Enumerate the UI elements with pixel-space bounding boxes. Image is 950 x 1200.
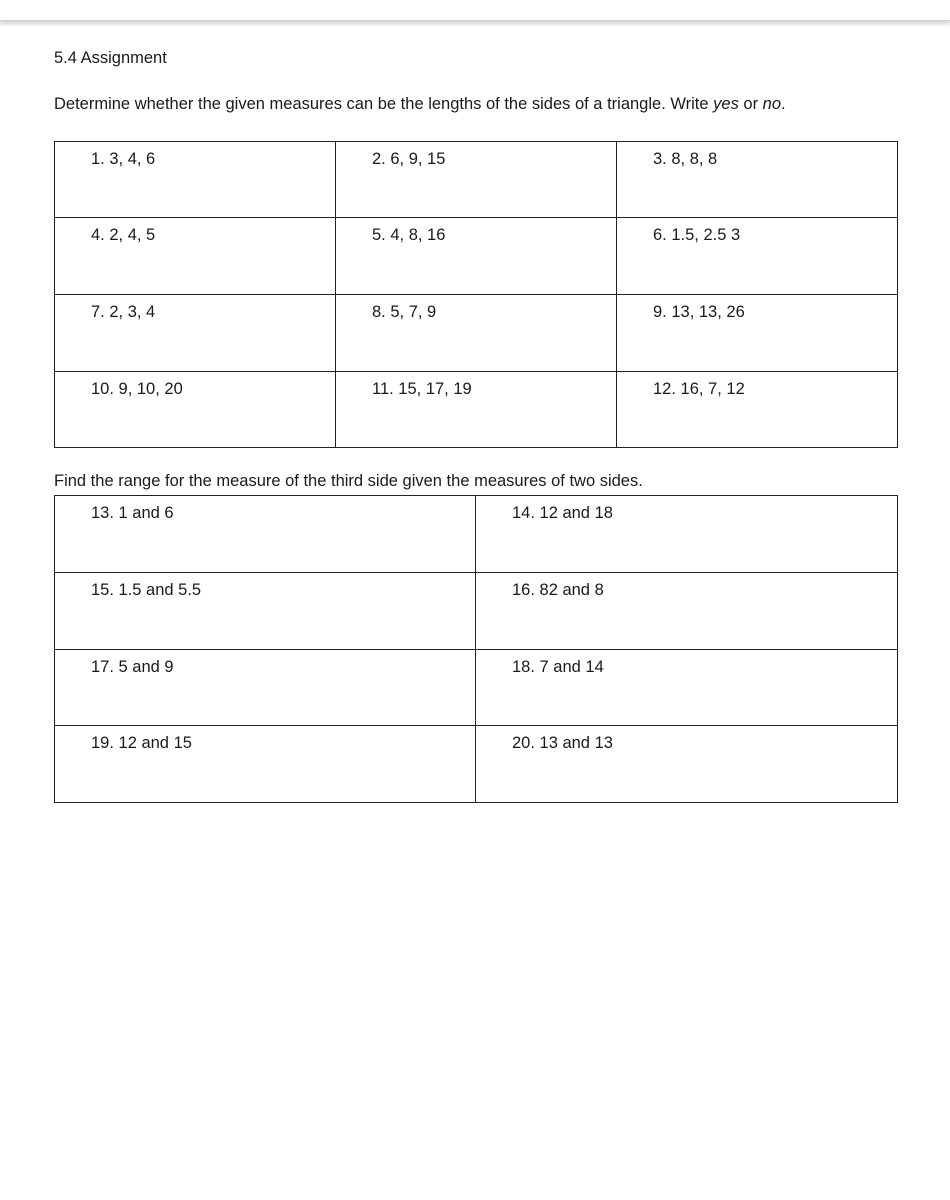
table-row xyxy=(55,142,898,218)
instruction-period: . xyxy=(781,95,786,113)
problem-19: 19. 12 and 15 xyxy=(55,726,476,803)
triangle-instructions xyxy=(54,95,786,114)
table-row xyxy=(55,218,898,295)
problem-7: 7. 2, 3, 4 xyxy=(55,295,336,372)
problem-8: 8. 5, 7, 9 xyxy=(336,295,617,372)
problem-10: 10. 9, 10, 20 xyxy=(55,372,336,448)
instruction-no: no xyxy=(762,95,782,113)
problem-4: 4. 2, 4, 5 xyxy=(55,218,336,295)
problem-6: 6. 1.5, 2.5 3 xyxy=(617,218,898,295)
range-instructions: Find the range for the measure of the third side given the measures of two sides. xyxy=(54,472,643,490)
instruction-yes: yes xyxy=(713,95,739,113)
third-side-range-table xyxy=(54,495,898,803)
problem-2: 2. 6, 9, 15 xyxy=(336,142,617,218)
table-row xyxy=(55,496,898,573)
problem-20: 20. 13 and 13 xyxy=(476,726,898,803)
problem-14: 14. 12 and 18 xyxy=(476,496,898,573)
problem-15: 15. 1.5 and 5.5 xyxy=(55,572,476,649)
problem-13: 13. 1 and 6 xyxy=(55,496,476,573)
problem-5: 5. 4, 8, 16 xyxy=(336,218,617,295)
table-row xyxy=(55,372,898,448)
problem-3: 3. 8, 8, 8 xyxy=(617,142,898,218)
table-row xyxy=(55,295,898,372)
problem-18: 18. 7 and 14 xyxy=(476,649,898,726)
page-top-edge xyxy=(0,0,950,21)
table-row xyxy=(55,726,898,803)
instruction-or: or xyxy=(738,95,763,113)
table-row xyxy=(55,572,898,649)
instruction-text: Determine whether the given measures can be the lengths of the sides of a triangle. Write xyxy=(54,95,714,113)
triangle-sides-table xyxy=(54,141,898,448)
problem-16: 16. 82 and 8 xyxy=(476,572,898,649)
problem-12: 12. 16, 7, 12 xyxy=(617,372,898,448)
table-row xyxy=(55,649,898,726)
problem-1: 1. 3, 4, 6 xyxy=(55,142,336,218)
problem-11: 11. 15, 17, 19 xyxy=(336,372,617,448)
assignment-title: 5.4 Assignment xyxy=(54,49,167,67)
problem-17: 17. 5 and 9 xyxy=(55,649,476,726)
problem-9: 9. 13, 13, 26 xyxy=(617,295,898,372)
